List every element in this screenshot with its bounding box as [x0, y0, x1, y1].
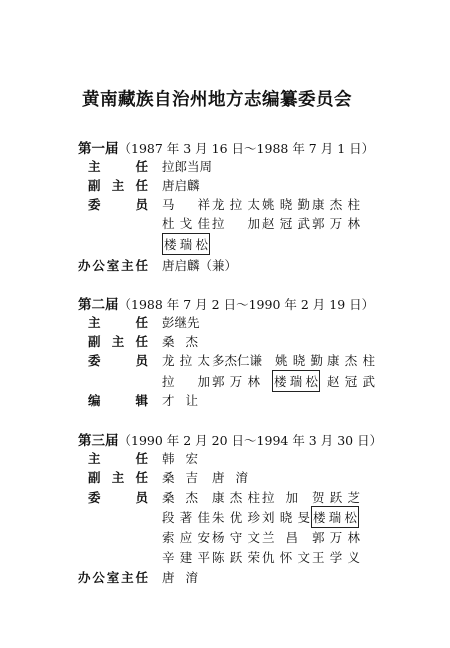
member-name: 康杰柱: [327, 353, 375, 368]
member-row: [0, 351, 450, 371]
member-name: 马祥: [162, 197, 210, 212]
member-name: 赵冠武: [262, 216, 310, 231]
role-label: 委员: [88, 197, 148, 212]
member-name: 拉加: [162, 374, 210, 389]
member-row: [0, 214, 450, 234]
member-name: 杨守文: [212, 530, 260, 545]
page-title: 黄南藏族自治州地方志编纂委员会: [82, 90, 352, 110]
role-label: 办公室主任: [78, 570, 148, 585]
member-row: [0, 157, 450, 177]
member-name: 郭万林: [312, 530, 360, 545]
member-name-boxed: 楼瑞松: [164, 237, 208, 252]
member-name: 桑杰: [162, 490, 198, 505]
member-name: 多杰仁谦: [212, 353, 263, 368]
role-label: 主任: [88, 315, 148, 330]
member-name: 贺跃芝: [312, 490, 360, 505]
member-name-boxed: 楼瑞松: [274, 374, 318, 389]
role-label: 副主任: [88, 178, 148, 193]
member-name: 拉郎当周: [162, 159, 213, 174]
member-name-boxed: 楼瑞松: [313, 510, 357, 525]
member-name: 唐启麟: [162, 178, 200, 193]
role-label: 副主任: [88, 470, 148, 485]
member-name: 桑吉: [162, 470, 198, 485]
member-name: 龙拉太: [162, 353, 210, 368]
member-name: 才让: [162, 393, 198, 408]
section-heading-2: [78, 293, 374, 313]
section-dates: （1990 年 2 月 20 日～1994 年 3 月 30 日）: [118, 433, 383, 448]
member-row: [0, 256, 450, 276]
member-row: [0, 568, 450, 588]
member-row: [0, 235, 450, 255]
member-row: [0, 508, 450, 528]
member-row: [0, 332, 450, 352]
member-name: 唐淯: [212, 470, 248, 485]
member-name: 王学义: [312, 550, 360, 565]
member-name: 仇怀文: [262, 550, 310, 565]
section-name: 第二届: [78, 297, 119, 313]
role-label: 主任: [88, 451, 148, 466]
member-name: 唐淯: [162, 570, 198, 585]
member-name: 拉加: [212, 216, 260, 231]
section-dates: （1988 年 7 月 2 日～1990 年 2 月 19 日）: [118, 297, 375, 312]
member-name: 康杰柱: [312, 197, 360, 212]
member-name: 段著佳: [162, 510, 210, 525]
section-heading-1: [78, 137, 374, 157]
section-heading-3: [78, 429, 382, 449]
member-name: 唐启麟（兼）: [162, 258, 238, 273]
section-name: 第三届: [78, 433, 119, 449]
member-name: 桑杰: [162, 334, 198, 349]
member-name: 兰昌: [262, 530, 298, 545]
member-name: 龙拉太: [212, 197, 260, 212]
member-name: 刘晓旻: [262, 510, 310, 525]
section-name: 第一届: [78, 141, 119, 157]
role-label: 委员: [88, 490, 148, 505]
member-row: [0, 195, 450, 215]
member-name: 韩宏: [162, 451, 198, 466]
role-label: 编辑: [88, 393, 148, 408]
member-name: 索应安: [162, 530, 210, 545]
role-label: 委员: [88, 353, 148, 368]
member-name: 郭万林: [212, 374, 260, 389]
member-name: 辛建平: [162, 550, 210, 565]
member-name: 姚晓勤: [275, 353, 323, 368]
member-name: 彭继先: [162, 315, 200, 330]
member-row: [0, 548, 450, 568]
member-row: [0, 391, 450, 411]
role-label: 副主任: [88, 334, 148, 349]
member-name: 陈跃荣: [212, 550, 260, 565]
member-row: [0, 528, 450, 548]
member-name: 郭万林: [312, 216, 360, 231]
member-name: 拉加: [262, 490, 298, 505]
role-label: 主任: [88, 159, 148, 174]
section-dates: （1987 年 3 月 16 日～1988 年 7 月 1 日）: [118, 141, 375, 156]
member-name: 姚晓勤: [262, 197, 310, 212]
member-row: [0, 488, 450, 508]
member-name: 康杰柱: [212, 490, 260, 505]
member-row: [0, 468, 450, 488]
member-row: [0, 313, 450, 333]
member-name: 朱优珍: [212, 510, 260, 525]
member-name: 赵冠武: [327, 374, 375, 389]
member-row: [0, 449, 450, 469]
member-row: [0, 176, 450, 196]
member-row: [0, 372, 450, 392]
member-name: 杜戈佳: [162, 216, 210, 231]
role-label: 办公室主任: [78, 258, 148, 273]
